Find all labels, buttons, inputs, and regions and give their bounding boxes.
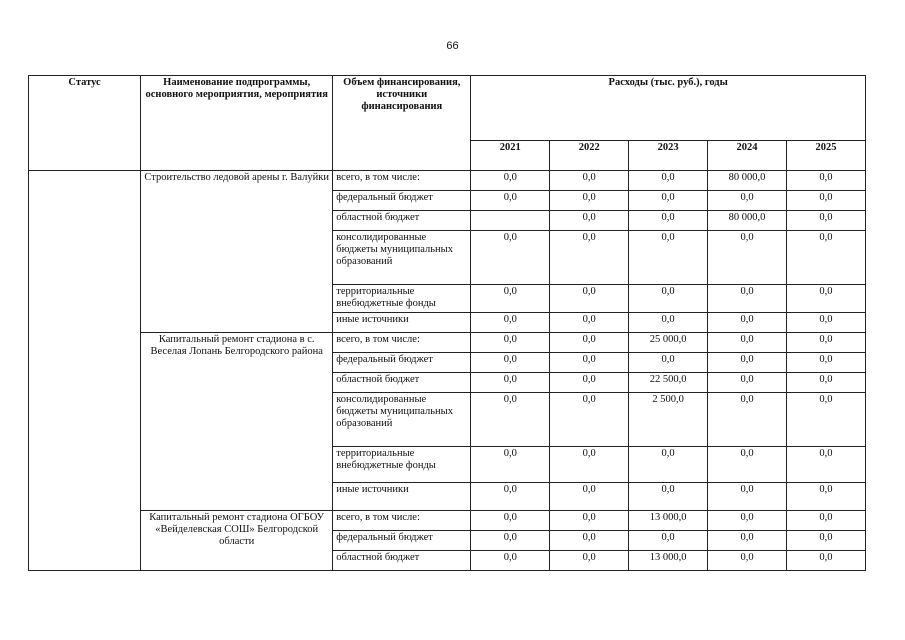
source-cell: иные источники	[333, 313, 471, 333]
value-cell: 0,0	[550, 231, 629, 285]
value-cell: 0,0	[471, 333, 550, 353]
value-cell: 0,0	[786, 211, 865, 231]
value-cell: 0,0	[471, 313, 550, 333]
year-header-2024: 2024	[708, 141, 787, 171]
value-cell: 0,0	[786, 447, 865, 483]
value-cell: 0,0	[786, 171, 865, 191]
year-header-2022: 2022	[550, 141, 629, 171]
value-cell: 0,0	[471, 531, 550, 551]
value-cell: 0,0	[708, 511, 787, 531]
value-cell: 0,0	[550, 483, 629, 511]
value-cell: 0,0	[708, 313, 787, 333]
value-cell: 0,0	[550, 171, 629, 191]
source-cell: территориальные внебюджетные фонды	[333, 285, 471, 313]
value-cell: 0,0	[786, 231, 865, 285]
value-cell: 0,0	[786, 191, 865, 211]
value-cell: 0,0	[786, 531, 865, 551]
source-cell: всего, в том числе:	[333, 333, 471, 353]
expenses-column-header: Расходы (тыс. руб.), годы	[471, 76, 866, 141]
source-column-header: Объем финансирования, источники финансирования	[333, 76, 471, 171]
value-cell: 0,0	[550, 511, 629, 531]
value-cell: 0,0	[550, 551, 629, 571]
value-cell	[471, 211, 550, 231]
value-cell: 0,0	[550, 353, 629, 373]
value-cell: 0,0	[786, 285, 865, 313]
value-cell: 0,0	[629, 171, 708, 191]
value-cell: 0,0	[550, 333, 629, 353]
event-name-cell: Строительство ледовой арены г. Валуйки	[141, 171, 333, 333]
value-cell: 0,0	[786, 551, 865, 571]
value-cell: 0,0	[786, 373, 865, 393]
value-cell: 0,0	[786, 333, 865, 353]
value-cell: 0,0	[629, 353, 708, 373]
value-cell: 0,0	[708, 483, 787, 511]
value-cell: 0,0	[629, 313, 708, 333]
value-cell: 0,0	[471, 393, 550, 447]
value-cell: 0,0	[629, 531, 708, 551]
source-cell: всего, в том числе:	[333, 511, 471, 531]
table-row	[29, 333, 866, 353]
source-cell: областной бюджет	[333, 551, 471, 571]
table-row	[29, 511, 866, 531]
status-cell	[29, 171, 141, 571]
value-cell: 0,0	[786, 511, 865, 531]
year-header-2025: 2025	[786, 141, 865, 171]
budget-table	[28, 75, 866, 571]
event-name-cell: Капитальный ремонт стадиона в с. Веселая Лопань Белгородского района	[141, 333, 333, 511]
value-cell: 0,0	[471, 353, 550, 373]
value-cell: 0,0	[550, 447, 629, 483]
value-cell: 13 000,0	[629, 551, 708, 571]
source-cell: федеральный бюджет	[333, 353, 471, 373]
value-cell: 0,0	[550, 211, 629, 231]
value-cell: 0,0	[471, 191, 550, 211]
value-cell: 0,0	[550, 313, 629, 333]
year-header-2023: 2023	[629, 141, 708, 171]
value-cell: 0,0	[629, 191, 708, 211]
value-cell: 0,0	[708, 353, 787, 373]
value-cell: 0,0	[629, 447, 708, 483]
value-cell: 0,0	[471, 231, 550, 285]
value-cell: 0,0	[786, 483, 865, 511]
value-cell: 0,0	[708, 333, 787, 353]
value-cell: 80 000,0	[708, 211, 787, 231]
source-cell: консолидированные бюджеты муниципальных образований	[333, 231, 471, 285]
value-cell: 0,0	[786, 393, 865, 447]
value-cell: 2 500,0	[629, 393, 708, 447]
event-name-cell: Капитальный ремонт стадиона ОГБОУ «Вейделевская СОШ» Белгородской области	[141, 511, 333, 571]
source-cell: областной бюджет	[333, 373, 471, 393]
value-cell: 0,0	[550, 191, 629, 211]
value-cell: 0,0	[786, 353, 865, 373]
value-cell: 0,0	[708, 393, 787, 447]
value-cell: 0,0	[786, 313, 865, 333]
source-cell: всего, в том числе:	[333, 171, 471, 191]
year-header-2021: 2021	[471, 141, 550, 171]
status-column-header: Статус	[29, 76, 141, 171]
value-cell: 80 000,0	[708, 171, 787, 191]
source-cell: консолидированные бюджеты муниципальных образований	[333, 393, 471, 447]
value-cell: 0,0	[471, 551, 550, 571]
name-column-header: Наименование подпрограммы, основного мероприятия, мероприятия	[141, 76, 333, 171]
value-cell: 0,0	[708, 231, 787, 285]
value-cell: 0,0	[708, 285, 787, 313]
value-cell: 0,0	[550, 531, 629, 551]
table-row	[29, 171, 866, 191]
source-cell: федеральный бюджет	[333, 531, 471, 551]
value-cell: 0,0	[471, 285, 550, 313]
value-cell: 25 000,0	[629, 333, 708, 353]
value-cell: 0,0	[471, 171, 550, 191]
page-number: 66	[446, 40, 459, 52]
value-cell: 0,0	[471, 483, 550, 511]
value-cell: 0,0	[550, 393, 629, 447]
source-cell: иные источники	[333, 483, 471, 511]
value-cell: 22 500,0	[629, 373, 708, 393]
value-cell: 0,0	[708, 373, 787, 393]
value-cell: 0,0	[629, 483, 708, 511]
value-cell: 0,0	[629, 231, 708, 285]
value-cell: 0,0	[629, 211, 708, 231]
value-cell: 0,0	[471, 447, 550, 483]
value-cell: 0,0	[708, 447, 787, 483]
value-cell: 0,0	[550, 285, 629, 313]
source-cell: федеральный бюджет	[333, 191, 471, 211]
source-cell: областной бюджет	[333, 211, 471, 231]
value-cell: 13 000,0	[629, 511, 708, 531]
source-cell: территориальные внебюджетные фонды	[333, 447, 471, 483]
value-cell: 0,0	[550, 373, 629, 393]
value-cell: 0,0	[629, 285, 708, 313]
value-cell: 0,0	[708, 531, 787, 551]
value-cell: 0,0	[708, 191, 787, 211]
value-cell: 0,0	[471, 373, 550, 393]
value-cell: 0,0	[708, 551, 787, 571]
value-cell: 0,0	[471, 511, 550, 531]
